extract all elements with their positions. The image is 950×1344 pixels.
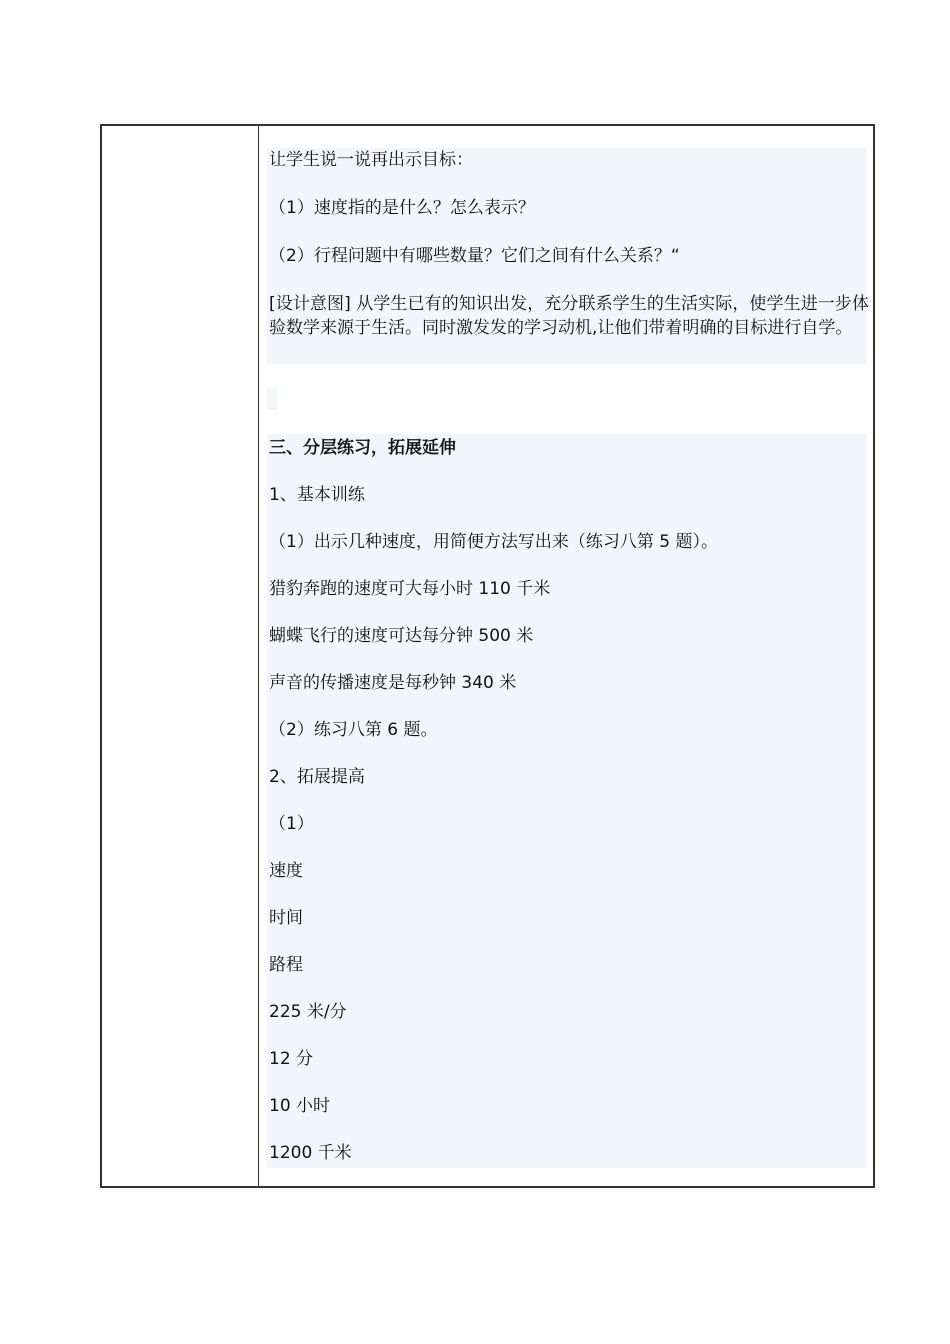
value-time-1: 12 分: [269, 1049, 314, 1069]
extend-item-1: （1）: [269, 814, 314, 834]
content-cell: [259, 126, 873, 1186]
label-speed: 速度: [269, 861, 303, 881]
empty-highlight: [267, 388, 277, 410]
speed-butterfly: 蝴蝶飞行的速度可达每分钟 500 米: [269, 626, 534, 646]
value-distance: 1200 千米: [269, 1143, 352, 1163]
speed-cheetah: 猎豹奔跑的速度可大每小时 110 千米: [269, 579, 551, 599]
value-speed: 225 米/分: [269, 1002, 347, 1022]
goal-question-1: （1）速度指的是什么？怎么表示？: [269, 198, 535, 218]
basic-training-title: 1、基本训练: [269, 485, 365, 505]
goal-question-2: （2）行程问题中有哪些数量？它们之间有什么关系？“: [269, 246, 680, 266]
label-time: 时间: [269, 908, 303, 928]
extend-title: 2、拓展提高: [269, 767, 365, 787]
goals-intro: 让学生说一说再出示目标：: [269, 150, 473, 170]
label-distance: 路程: [269, 955, 303, 975]
left-column-cell: [102, 126, 259, 1186]
lesson-table: [100, 124, 875, 1188]
speed-sound: 声音的传播速度是每秒钟 340 米: [269, 673, 517, 693]
value-time-2: 10 小时: [269, 1096, 331, 1116]
design-intent: [设计意图] 从学生已有的知识出发，充分联系学生的生活实际，使学生进一步体验数学来源于生活。同时激发发的学习动机,让他们带着明确的目标进行自学。: [269, 294, 869, 338]
section-heading: 三、分层练习，拓展延伸: [269, 438, 456, 458]
basic-item-1: （1）出示几种速度，用简便方法写出来（练习八第 5 题）。: [269, 532, 718, 552]
basic-item-2: （2）练习八第 6 题。: [269, 720, 438, 740]
